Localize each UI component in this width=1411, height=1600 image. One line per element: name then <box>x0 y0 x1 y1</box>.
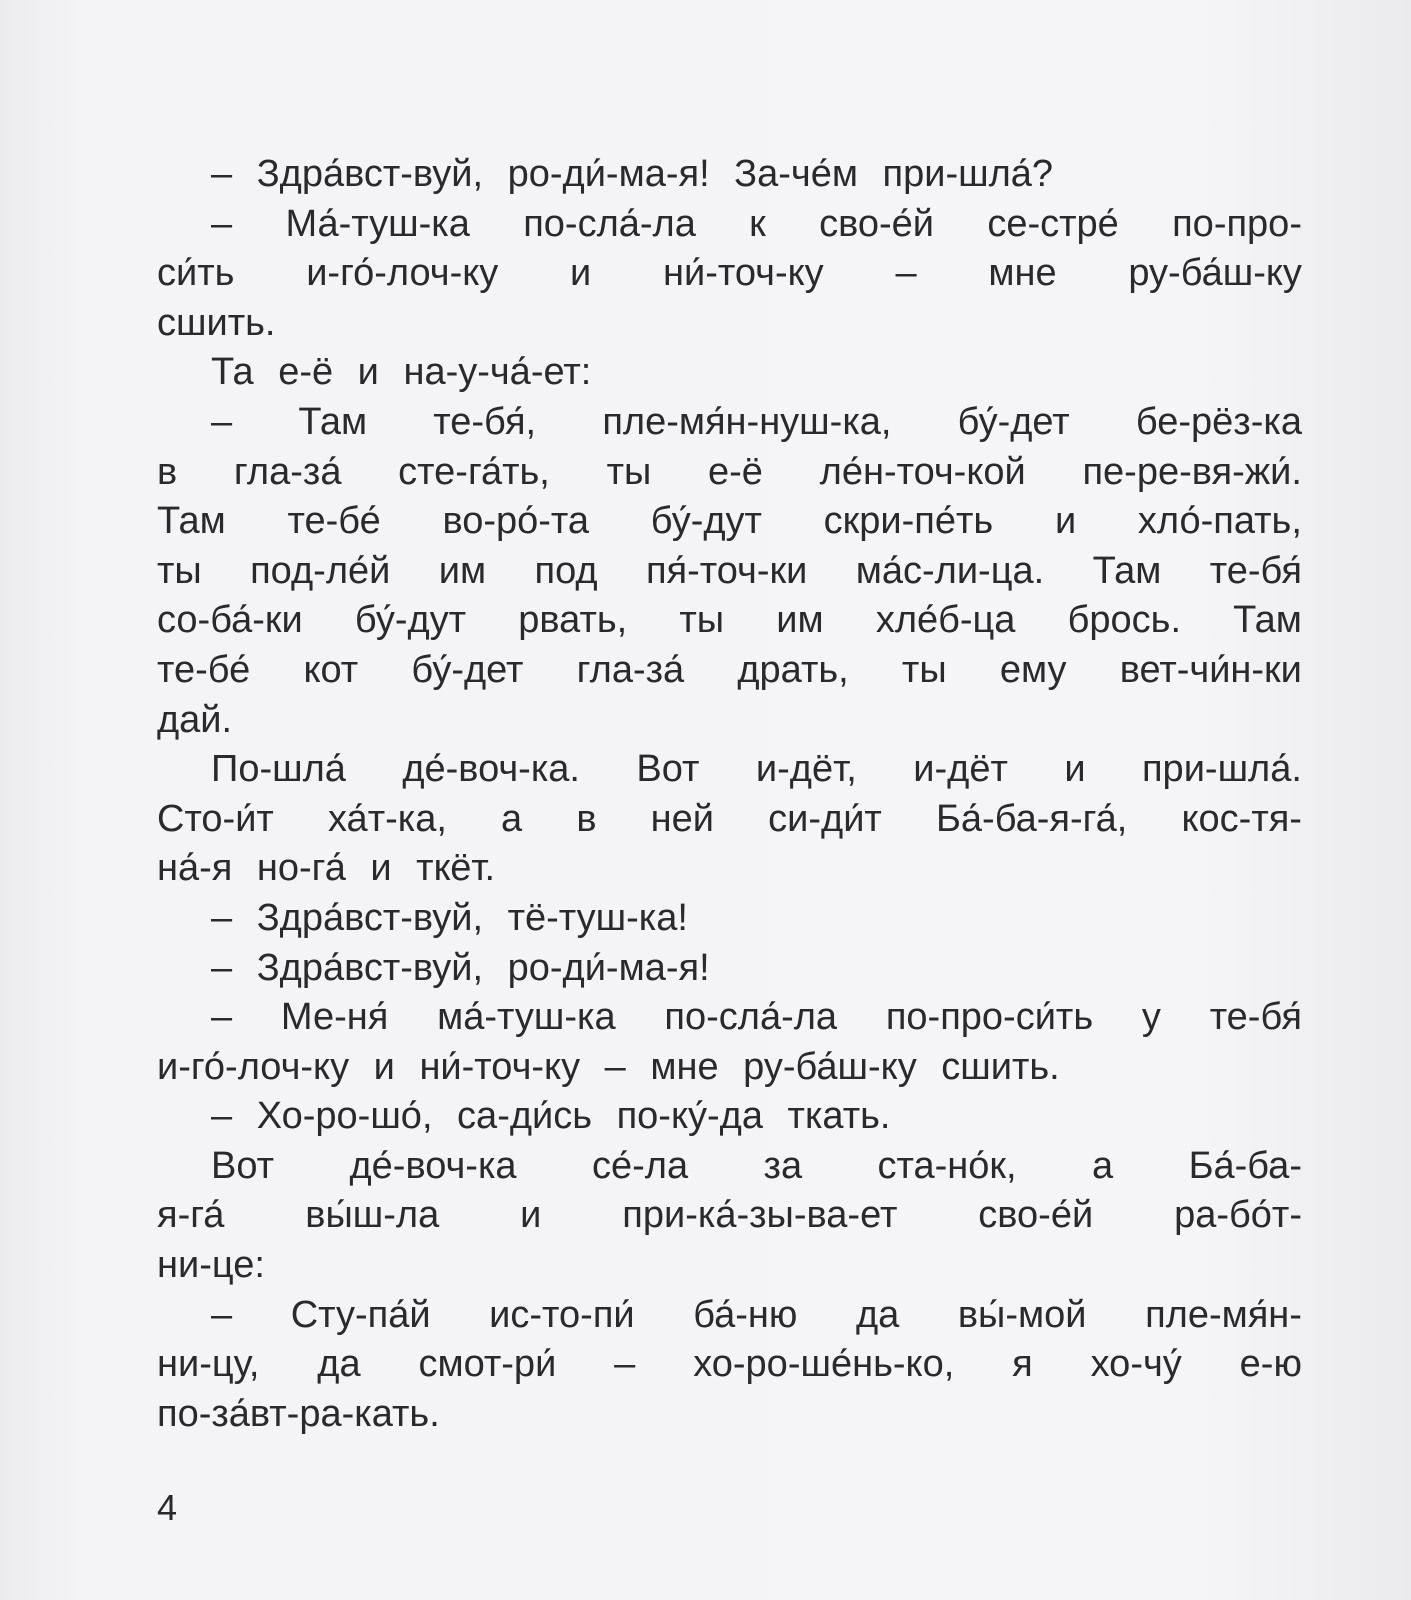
word: Сту-па́й <box>290 1293 431 1336</box>
word: а <box>1092 1144 1114 1187</box>
word: Там <box>1092 549 1162 592</box>
word: в <box>576 797 597 840</box>
word: – <box>614 1343 636 1386</box>
text-line <box>157 398 1302 448</box>
word: хле́б-ца <box>875 599 1016 642</box>
word: сво-е́й <box>819 202 935 245</box>
word: бу́-дут <box>650 500 762 543</box>
word: я <box>1012 1343 1033 1386</box>
text-line: – Здра́вст-вуй, ро-ди́-ма-я! <box>211 946 710 989</box>
word: – <box>211 400 233 443</box>
text-line <box>157 497 1302 547</box>
word: – <box>211 202 233 245</box>
word: де́-воч-ка. <box>402 748 580 791</box>
word: ты <box>606 450 652 493</box>
word: смот-ри́ <box>418 1343 557 1386</box>
page-number: 4 <box>157 1487 178 1528</box>
word: и <box>1064 748 1086 791</box>
word: ты <box>679 599 725 642</box>
word: бу́-дет <box>957 400 1070 443</box>
word: мне <box>988 252 1057 295</box>
word: Ма́-туш-ка <box>285 202 470 245</box>
word: Там <box>157 500 226 543</box>
word: я-га́ <box>157 1194 225 1237</box>
word: се́-ла <box>591 1144 689 1187</box>
text-line: на́-я но-га́ и ткёт. <box>157 847 496 890</box>
word: – <box>211 1293 233 1336</box>
word: по-про-си́ть <box>885 996 1094 1039</box>
word: ни-цу, <box>157 1343 260 1386</box>
word: им <box>438 549 487 592</box>
word: пле-мя́н-нуш-ка, <box>602 400 892 443</box>
word: де́-воч-ка <box>349 1144 517 1187</box>
word: при-шла́. <box>1141 748 1302 791</box>
word: те-бе́ <box>287 500 381 543</box>
text-line <box>157 1340 1302 1390</box>
word: им <box>776 599 824 642</box>
word: по-сла́-ла <box>664 996 838 1039</box>
word: Там <box>1233 599 1302 642</box>
word: во-ро́-та <box>442 500 590 543</box>
word: к <box>749 202 766 245</box>
word: те-бе́ <box>157 648 251 691</box>
text-line <box>157 547 1302 597</box>
word: и <box>1054 500 1077 543</box>
word: скри-пе́ть <box>823 500 994 543</box>
word: Сто-и́т <box>157 797 274 840</box>
text-line <box>157 249 1302 299</box>
word: хо-ро-ше́нь-ко, <box>693 1343 955 1386</box>
word: вы́-мой <box>957 1293 1087 1336</box>
word: е-ю <box>1239 1343 1302 1386</box>
text-line <box>157 448 1302 498</box>
word: ра-бо́т- <box>1174 1194 1302 1237</box>
text-line: по-за́вт-ра-кать. <box>157 1392 440 1435</box>
text-line: дай. <box>157 698 233 741</box>
word: бу́-дет <box>411 648 524 691</box>
word: у <box>1141 996 1161 1039</box>
word: ста-но́к, <box>877 1144 1017 1187</box>
word: сво-е́й <box>978 1194 1094 1237</box>
word: и-го́-лоч-ку <box>306 252 499 295</box>
word: ле́н-точ-кой <box>819 450 1026 493</box>
story-text <box>157 150 1302 1439</box>
text-line: – Здра́вст-вуй, тё-туш-ка! <box>211 896 688 939</box>
text-line <box>157 646 1302 696</box>
word: за <box>763 1144 803 1187</box>
word: гла-за́ <box>233 450 342 493</box>
word: си́ть <box>157 252 235 295</box>
word: ней <box>650 797 715 840</box>
word: по-про- <box>1172 202 1302 245</box>
text-line <box>157 1142 1302 1192</box>
text-line <box>157 596 1302 646</box>
word: рвать, <box>518 599 628 642</box>
word: драть, <box>737 648 849 691</box>
word: се-стре́ <box>987 202 1119 245</box>
word: и-дёт, <box>755 748 857 791</box>
word: при-ка́-зы-ва-ет <box>622 1194 898 1237</box>
word: кот <box>303 648 359 691</box>
word: по-сла́-ла <box>523 202 696 245</box>
word: бу́-дут <box>354 599 467 642</box>
word: ты <box>901 648 947 691</box>
word: ис-то-пи́ <box>489 1293 635 1336</box>
word: да <box>855 1293 900 1336</box>
text-line: Та е-ё и на-у-ча́-ет: <box>211 351 592 394</box>
word: вет-чи́н-ки <box>1119 648 1302 691</box>
word: пле-мя́н- <box>1145 1293 1302 1336</box>
word: в <box>157 450 178 493</box>
word: Вот <box>636 748 700 791</box>
word: и <box>520 1194 542 1237</box>
word: – <box>895 252 917 295</box>
word: пя́-точ-ки <box>645 549 808 592</box>
text-line <box>157 1291 1302 1341</box>
word: кос-тя- <box>1181 797 1302 840</box>
word: ни́-точ-ку <box>663 252 824 295</box>
word: гла-за́ <box>576 648 685 691</box>
word: ты <box>157 549 202 592</box>
word: под <box>534 549 598 592</box>
word: ру-ба́ш-ку <box>1128 252 1302 295</box>
text-line: сшить. <box>157 301 276 344</box>
word: те-бя́ <box>1209 549 1302 592</box>
word: хо-чу́ <box>1090 1343 1182 1386</box>
word: си-ди́т <box>768 797 882 840</box>
text-line: ни-це: <box>157 1244 265 1287</box>
word: сте-га́ть, <box>398 450 550 493</box>
word: пе-ре-вя-жи́. <box>1082 450 1302 493</box>
word: брось. <box>1067 599 1181 642</box>
text-line <box>157 200 1302 250</box>
text-line: – Здра́вст-вуй, ро-ди́-ма-я! За-че́м при-шла́? <box>211 153 1054 195</box>
word: Ба́-ба-я-га́, <box>935 797 1128 840</box>
word: ха́т-ка, <box>327 797 447 840</box>
word: ему <box>999 648 1067 691</box>
word: Ба́-ба- <box>1188 1144 1302 1187</box>
word: те-бя́, <box>433 400 537 443</box>
word: – <box>211 996 233 1039</box>
text-line: – Хо-ро-шо́, са-ди́сь по-ку́-да ткать. <box>211 1095 891 1138</box>
word: а <box>501 797 523 840</box>
text-line <box>157 745 1302 795</box>
word: и-дёт <box>913 748 1008 791</box>
word: ба́-ню <box>693 1293 798 1336</box>
word: Вот <box>211 1144 275 1187</box>
text-line <box>157 993 1302 1043</box>
word: под-ле́й <box>250 549 391 592</box>
word: и <box>570 252 592 295</box>
text-line <box>157 1191 1302 1241</box>
word: вы́ш-ла <box>305 1194 440 1237</box>
word: бе-рёз-ка <box>1135 400 1302 443</box>
word: Там <box>298 400 368 443</box>
word: ма́-туш-ка <box>437 996 616 1039</box>
word: По-шла́ <box>211 748 346 791</box>
word: те-бя́ <box>1209 996 1302 1039</box>
word: Ме-ня́ <box>280 996 389 1039</box>
text-line <box>157 795 1302 845</box>
word: е-ё <box>708 450 763 493</box>
word: да <box>317 1343 361 1386</box>
text-line: и-го́-лоч-ку и ни́-точ-ку – мне ру-ба́ш-ку сшить. <box>157 1045 1060 1088</box>
word: хло́-пать, <box>1137 500 1302 543</box>
word: ма́с-ли-ца. <box>855 549 1045 592</box>
word: со-ба́-ки <box>157 599 303 642</box>
